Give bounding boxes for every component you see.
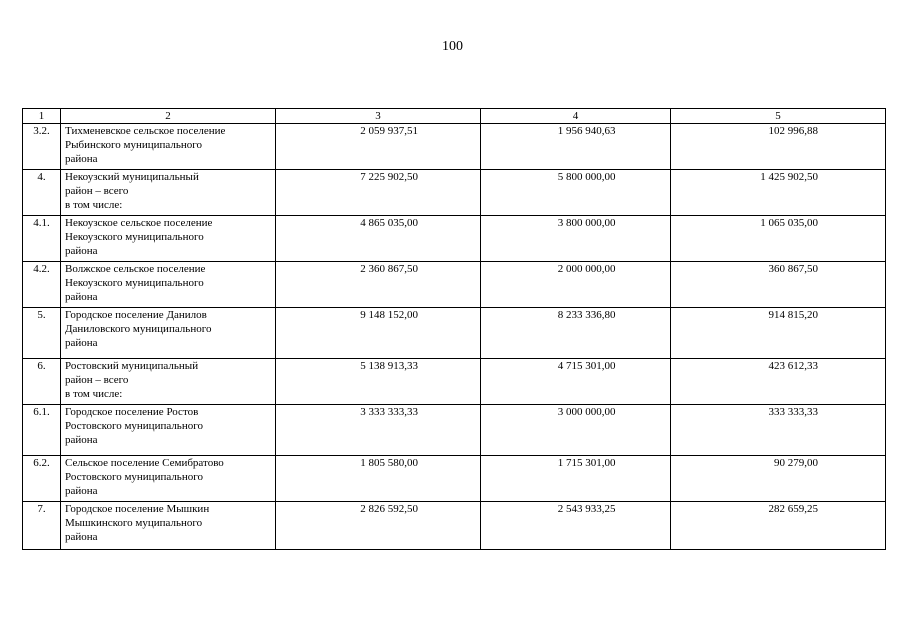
table-row bbox=[23, 216, 886, 262]
name-line: район – всего bbox=[65, 185, 129, 197]
name-line: района bbox=[65, 531, 98, 543]
table-header-row bbox=[23, 109, 886, 124]
name-line: Сельское поселение Семибратово bbox=[65, 457, 224, 469]
budget-table bbox=[22, 108, 886, 550]
row-number: 4. bbox=[23, 170, 61, 216]
table-row bbox=[23, 405, 886, 456]
settlement-name bbox=[61, 456, 276, 502]
name-line: района bbox=[65, 245, 98, 257]
amount-value: 1 065 035,00 bbox=[760, 217, 818, 229]
settlement-name bbox=[61, 170, 276, 216]
row-number: 4.1. bbox=[23, 216, 61, 262]
amount-col-3 bbox=[276, 456, 481, 502]
name-line: Городское поселение Данилов bbox=[65, 309, 207, 321]
amount-col-4 bbox=[481, 262, 671, 308]
name-line: Некоузское сельское поселение bbox=[65, 217, 213, 229]
name-line: района bbox=[65, 153, 98, 165]
name-line: района bbox=[65, 337, 98, 349]
amount-col-3 bbox=[276, 502, 481, 550]
name-line: Рыбинского муниципального bbox=[65, 139, 203, 151]
amount-value: 4 865 035,00 bbox=[360, 217, 418, 229]
amount-value: 5 800 000,00 bbox=[557, 171, 616, 183]
amount-col-4 bbox=[481, 502, 671, 550]
amount-value: 1 425 902,50 bbox=[760, 171, 818, 183]
name-line: Ростовский муниципальный bbox=[65, 360, 199, 372]
row-number: 6.2. bbox=[23, 456, 61, 502]
table-row bbox=[23, 170, 886, 216]
name-line: в том числе: bbox=[65, 388, 123, 400]
amount-col-3 bbox=[276, 359, 481, 405]
column-header: 1 bbox=[23, 109, 61, 124]
amount-col-5 bbox=[671, 124, 886, 170]
amount-col-4 bbox=[481, 405, 671, 456]
column-header: 3 bbox=[276, 109, 481, 124]
amount-col-4 bbox=[481, 170, 671, 216]
name-line: Волжское сельское поселение bbox=[65, 263, 206, 275]
amount-value: 2 000 000,00 bbox=[557, 263, 616, 275]
table-row bbox=[23, 124, 886, 170]
row-number: 6.1. bbox=[23, 405, 61, 456]
amount-col-5 bbox=[671, 308, 886, 359]
name-line: Ростовского муниципального bbox=[65, 471, 203, 483]
amount-col-3 bbox=[276, 308, 481, 359]
amount-value: 2 059 937,51 bbox=[360, 125, 418, 137]
amount-col-5 bbox=[671, 405, 886, 456]
amount-value: 1 805 580,00 bbox=[360, 457, 418, 469]
table-row bbox=[23, 262, 886, 308]
row-number: 6. bbox=[23, 359, 61, 405]
row-number: 4.2. bbox=[23, 262, 61, 308]
name-line: в том числе: bbox=[65, 199, 123, 211]
name-line: Мышкинского муципального bbox=[65, 517, 203, 529]
amount-col-3 bbox=[276, 216, 481, 262]
name-line: Некоузский муниципальный bbox=[65, 171, 199, 183]
amount-col-3 bbox=[276, 405, 481, 456]
amount-col-3 bbox=[276, 124, 481, 170]
name-line: района bbox=[65, 434, 98, 446]
column-header: 2 bbox=[61, 109, 276, 124]
amount-value: 7 225 902,50 bbox=[360, 171, 418, 183]
amount-col-5 bbox=[671, 170, 886, 216]
amount-value: 5 138 913,33 bbox=[360, 360, 418, 372]
amount-col-5 bbox=[671, 216, 886, 262]
amount-col-4 bbox=[481, 456, 671, 502]
amount-value: 2 543 933,25 bbox=[557, 503, 616, 515]
amount-value: 3 800 000,00 bbox=[557, 217, 616, 229]
table-row bbox=[23, 359, 886, 405]
table-row bbox=[23, 308, 886, 359]
amount-value: 3 333 333,33 bbox=[360, 406, 418, 418]
amount-value: 8 233 336,80 bbox=[557, 309, 616, 321]
name-line: Ростовского муниципального bbox=[65, 420, 203, 432]
table-row bbox=[23, 456, 886, 502]
amount-col-5 bbox=[671, 456, 886, 502]
table-row bbox=[23, 502, 886, 550]
amount-value: 2 826 592,50 bbox=[360, 503, 418, 515]
name-line: Городское поселение Ростов bbox=[65, 406, 199, 418]
settlement-name bbox=[61, 308, 276, 359]
amount-col-5 bbox=[671, 359, 886, 405]
amount-value: 4 715 301,00 bbox=[557, 360, 616, 372]
settlement-name bbox=[61, 359, 276, 405]
settlement-name bbox=[61, 124, 276, 170]
name-line: Некоузского муниципального bbox=[65, 231, 204, 243]
settlement-name bbox=[61, 262, 276, 308]
name-line: района bbox=[65, 485, 98, 497]
row-number: 3.2. bbox=[23, 124, 61, 170]
name-line: Тихменевское сельское поселение bbox=[65, 125, 226, 137]
amount-value: 3 000 000,00 bbox=[557, 406, 616, 418]
page-number: 100 bbox=[442, 39, 463, 54]
amount-value: 90 279,00 bbox=[774, 457, 818, 469]
column-header: 5 bbox=[671, 109, 886, 124]
name-line: Некоузского муниципального bbox=[65, 277, 204, 289]
amount-value: 360 867,50 bbox=[768, 263, 818, 275]
amount-value: 1 956 940,63 bbox=[557, 125, 616, 137]
amount-col-4 bbox=[481, 124, 671, 170]
name-line: Даниловского муниципального bbox=[65, 323, 212, 335]
column-header: 4 bbox=[481, 109, 671, 124]
amount-value: 2 360 867,50 bbox=[360, 263, 418, 275]
amount-col-3 bbox=[276, 170, 481, 216]
amount-value: 1 715 301,00 bbox=[557, 457, 616, 469]
name-line: Городское поселение Мышкин bbox=[65, 503, 210, 515]
amount-col-4 bbox=[481, 359, 671, 405]
amount-value: 333 333,33 bbox=[768, 406, 818, 418]
amount-col-5 bbox=[671, 502, 886, 550]
settlement-name bbox=[61, 502, 276, 550]
amount-col-5 bbox=[671, 262, 886, 308]
amount-col-4 bbox=[481, 216, 671, 262]
row-number: 5. bbox=[23, 308, 61, 359]
amount-value: 914 815,20 bbox=[768, 309, 818, 321]
amount-value: 9 148 152,00 bbox=[360, 309, 418, 321]
amount-value: 102 996,88 bbox=[768, 125, 818, 137]
amount-col-3 bbox=[276, 262, 481, 308]
amount-col-4 bbox=[481, 308, 671, 359]
amount-value: 282 659,25 bbox=[768, 503, 818, 515]
name-line: район – всего bbox=[65, 374, 129, 386]
amount-value: 423 612,33 bbox=[768, 360, 818, 372]
row-number: 7. bbox=[23, 502, 61, 550]
settlement-name bbox=[61, 216, 276, 262]
name-line: района bbox=[65, 291, 98, 303]
settlement-name bbox=[61, 405, 276, 456]
